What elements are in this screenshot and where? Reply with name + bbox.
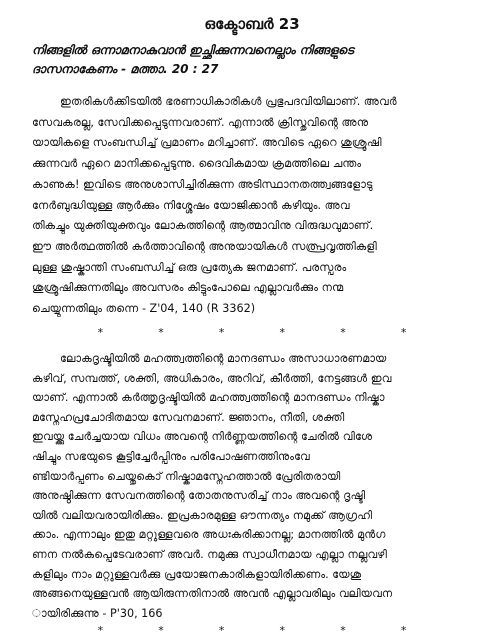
- separator-star: *: [158, 326, 164, 339]
- paragraph-1-line: നേർബുദ്ധിയുള്ള ആർക്കും നിശ്ശേഷം യോജിക്കാൻ കഴിയും. അവ: [32, 198, 350, 212]
- scripture-verse-line-1: നിങ്ങളിൽ ഒന്നാമനാകുവാൻ ഇച്ഛിക്കുന്നവനെല്ലാം നിങ്ങളുടെ: [32, 43, 354, 57]
- paragraph-1-line: ഇതരികൾക്കിടയിൽ ഭരണാധികാരികൾ പ്രഭുപദവിയിലാണ്. അവർ: [60, 95, 397, 108]
- paragraph-2-line: ണന നൽകപ്പെടേവരാണ് അവർ. നമുക്കു സ്വാധീനമായ എല്ലാ നല്ലവഴി: [32, 548, 387, 561]
- separator-star: *: [97, 624, 104, 637]
- paragraph-1-line: ശുശ്രൂഷിക്കുന്നതിലും അവസരം കിട്ടുംപോലെ എല്ലാവർക്കും നന്മ: [32, 281, 344, 295]
- paragraph-1-line: ചെയ്യുന്നതിലും തന്നെ - Z'04, 140 (R 3362): [32, 302, 256, 315]
- separator-star: *: [218, 624, 225, 637]
- paragraph-1-line: ലുള്ള ശുഷ്കാന്തി സംബന്ധിച്ച് ഒരു പ്രത്യേക ജനമാണ്. പരസ്പരം: [32, 260, 347, 274]
- paragraph-2-line: അനുഷ്ഠിക്കുന്ന സേവനത്തിന്റെ തോതനുസരിച്ച് നാം അവന്റെ ദൃഷ്ടി: [32, 489, 366, 503]
- separator-star: *: [400, 624, 407, 637]
- paragraph-2-line: ഷിച്ചും സഭയുടെ കൂട്ടിച്ചേർപ്പിനും പരിപോഷണത്തിനുംവേ: [32, 450, 310, 463]
- paragraph-1-line: സേവകരല്ല, സേവിക്കപ്പെടുന്നവരാണ്. എന്നാൽ ക്രിസ്തുവിന്റെ അനു: [32, 115, 369, 129]
- paragraph-2-line: ലോകദൃഷ്ടിയിൽ മഹത്ത്വത്തിന്റെ മാനദണ്ഡം അസാധാരണമായ: [60, 352, 387, 365]
- paragraph-2-line: മസ്നേഹപ്രചോദിതമായ സേവനമാണ്. ജ്ഞാനം, നീതി, ശക്തി: [32, 410, 345, 424]
- separator-star: *: [97, 326, 104, 339]
- paragraph-2-line: യിൽ വലിയവരായിരിക്കും. ഇപ്രകാരമുള്ള ഔന്നത്യം നമുക്ക് ആഗ്രഹി: [32, 508, 373, 522]
- paragraph-2-line: ായിരിക്കുന്നു - P'30, 166: [32, 606, 163, 620]
- paragraph-1-line: ഈ അർത്ഥത്തിൽ കർത്താവിന്റെ അനുയായികൾ സത്പ്രവൃത്തികളി: [32, 239, 377, 253]
- paragraph-2-line: ഇവയ്ക്കു ചേർച്ചയായ വിധം അവന്റെ നിർണ്ണയത്തിന്റെ ചേരിൽ വിശേ: [32, 430, 373, 444]
- paragraph-2-line: ക്കാം. എന്നാലും ഇതു മറ്റുള്ളവരെ അധഃകരിക്കാനല്ല; മാനത്തിൽ മുൻഗ: [32, 528, 386, 542]
- paragraph-1-line: കാണുക! ഇവിടെ അനുശാസിച്ചിരിക്കുന്ന അടിസ്ഥാനതത്ത്വങ്ങളോടു: [32, 177, 373, 191]
- separator-star: *: [158, 624, 164, 637]
- scripture-verse-line-2: ദാസനാകേണം - മത്താ. 20 : 27: [32, 62, 219, 76]
- separator-star: *: [340, 624, 346, 637]
- paragraph-2-line: അങ്ങനെയുള്ളവൻ ആയിരുന്നതിനാൽ അവൻ എല്ലാവരിലും വലിയവന: [32, 587, 393, 601]
- section-separator-1: [0, 326, 504, 340]
- paragraph-1-line: ക്കുന്നവർ ഏറെ മാനിക്കപ്പെടുന്നു. ദൈവികമായ ക്രമത്തിലെ ചന്തം: [32, 157, 362, 171]
- separator-star: *: [218, 326, 225, 339]
- separator-star: *: [340, 326, 346, 339]
- paragraph-1-line: തികച്ചും യുക്തിയുക്തവും ലോകത്തിന്റെ ആത്മാവിനു വിരുദ്ധവുമാണ്.: [32, 219, 374, 233]
- separator-star: *: [279, 624, 286, 637]
- separator-star: *: [400, 326, 407, 339]
- paragraph-2-line: യാണ്. എന്നാൽ കർത്തൃദൃഷ്ടിയിൽ മഹത്ത്വത്തിന്റെ മാനദണ്ഡം നിഷ്കാ: [32, 391, 385, 405]
- page-title: ഒക്ടോബർ 23: [204, 15, 300, 33]
- paragraph-2-line: ണ്ടിയാർപ്പണം ചെയ്തുകൊ് നിഷ്കാമസ്നേഹത്താൽ പ്രേരിതരായി: [32, 469, 341, 483]
- separator-star: *: [279, 326, 286, 339]
- paragraph-1-line: യായികളെ സംബന്ധിച്ച് പ്രമാണം മറിച്ചാണ്. അവിടെ ഏറെ ശുശ്രൂഷി: [32, 136, 382, 150]
- paragraph-2-line: കഴിവ്, സമ്പത്ത്, ശക്തി, അധികാരം, അറിവ്, കീർത്തി, നേട്ടങ്ങൾ ഇവ: [32, 371, 392, 385]
- section-separator-2: [0, 624, 504, 638]
- paragraph-2-line: കളിലും നാം മറ്റുള്ളവർക്കു പ്രയോജനകാരികളായിരിക്കണം. യേശു: [32, 567, 362, 581]
